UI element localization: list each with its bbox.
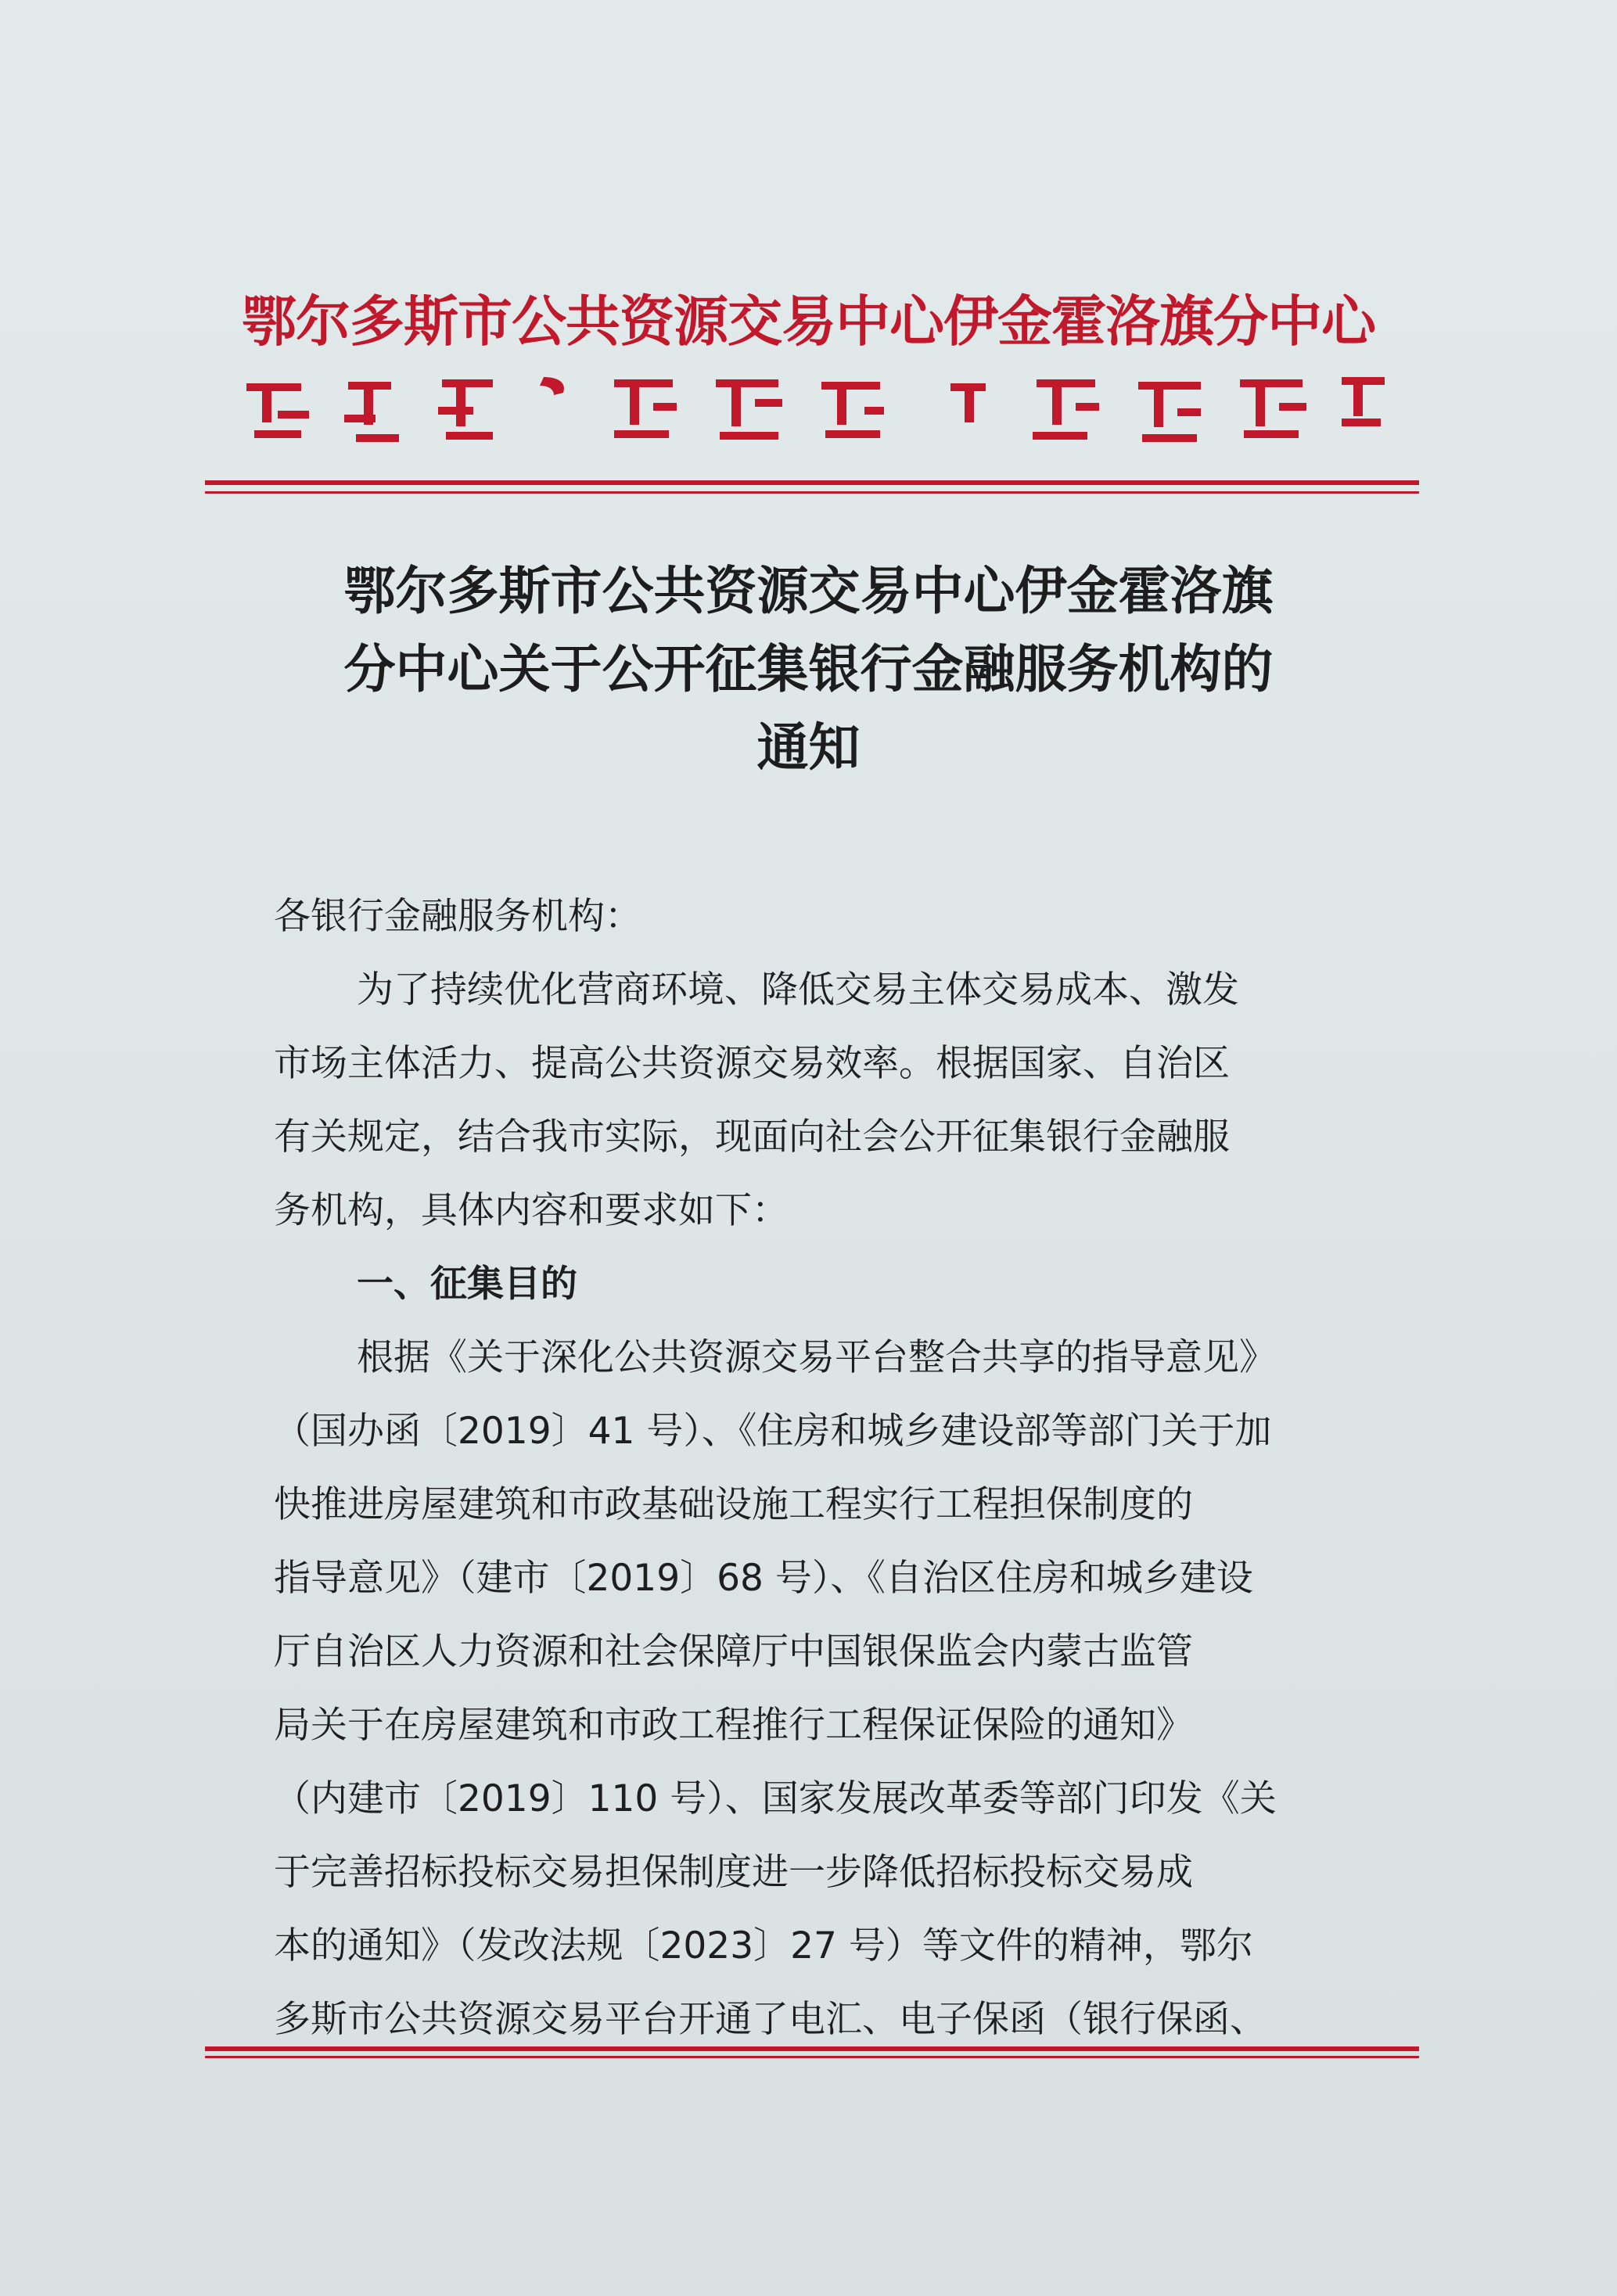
- paragraph-line: 快推进房屋建筑和市政基础设施工程实行工程担保制度的: [274, 1483, 1193, 1526]
- paragraph-line: 根据《关于深化公共资源交易平台整合共享的指导意见》: [357, 1336, 1276, 1379]
- letterhead-divider-thick: [205, 480, 1419, 485]
- footer-divider-thin: [205, 2056, 1419, 2058]
- document-body: [274, 880, 1361, 2057]
- letterhead-org-name: 鄂尔多斯市公共资源交易中心伊金霍洛旗分中心: [242, 289, 1375, 354]
- paragraph-line: （国办函〔2019〕41 号）、《住房和城乡建设部等部门关于加: [274, 1410, 1272, 1453]
- paragraph-line: 本的通知》（发改法规〔2023〕27 号）等文件的精神，鄂尔: [274, 1924, 1253, 1967]
- paragraph-line: 于完善招标投标交易担保制度进一步降低招标投标交易成: [274, 1851, 1193, 1894]
- paragraph-line: （内建市〔2019〕110 号）、国家发展改革委等部门印发《关: [274, 1777, 1277, 1820]
- paragraph-line: 多斯市公共资源交易平台开通了电汇、电子保函（银行保函、: [274, 1998, 1267, 2041]
- paragraph-line: 为了持续优化营商环境、降低交易主体交易成本、激发: [357, 968, 1239, 1011]
- document-title: [0, 552, 1617, 786]
- paragraph-line: 指导意见》（建市〔2019〕68 号）、《自治区住房和城乡建设: [274, 1557, 1253, 1600]
- mongolian-script-graphic: [246, 368, 1389, 454]
- title-line: 通知: [756, 717, 861, 778]
- paragraph-line: 市场主体活力、提高公共资源交易效率。根据国家、自治区: [274, 1042, 1230, 1085]
- paragraph-line: 有关规定，结合我市实际，现面向社会公开征集银行金融服: [274, 1116, 1230, 1159]
- paragraph-line: 务机构，具体内容和要求如下：: [274, 1189, 789, 1232]
- section-heading: 一、征集目的: [357, 1263, 577, 1306]
- footer-divider-thick: [205, 2046, 1419, 2051]
- mongolian-script-org-name: [246, 368, 1389, 454]
- paragraph-line: 厅自治区人力资源和社会保障厅中国银保监会内蒙古监管: [274, 1630, 1193, 1673]
- paragraph-line: 局关于在房屋建筑和市政工程推行工程保证保险的通知》: [274, 1704, 1193, 1747]
- letterhead-divider-thin: [205, 491, 1419, 494]
- salutation: 各银行金融服务机构：: [274, 895, 641, 938]
- title-line: 分中心关于公开征集银行金融服务机构的: [343, 638, 1274, 699]
- title-line: 鄂尔多斯市公共资源交易中心伊金霍洛旗: [343, 560, 1274, 621]
